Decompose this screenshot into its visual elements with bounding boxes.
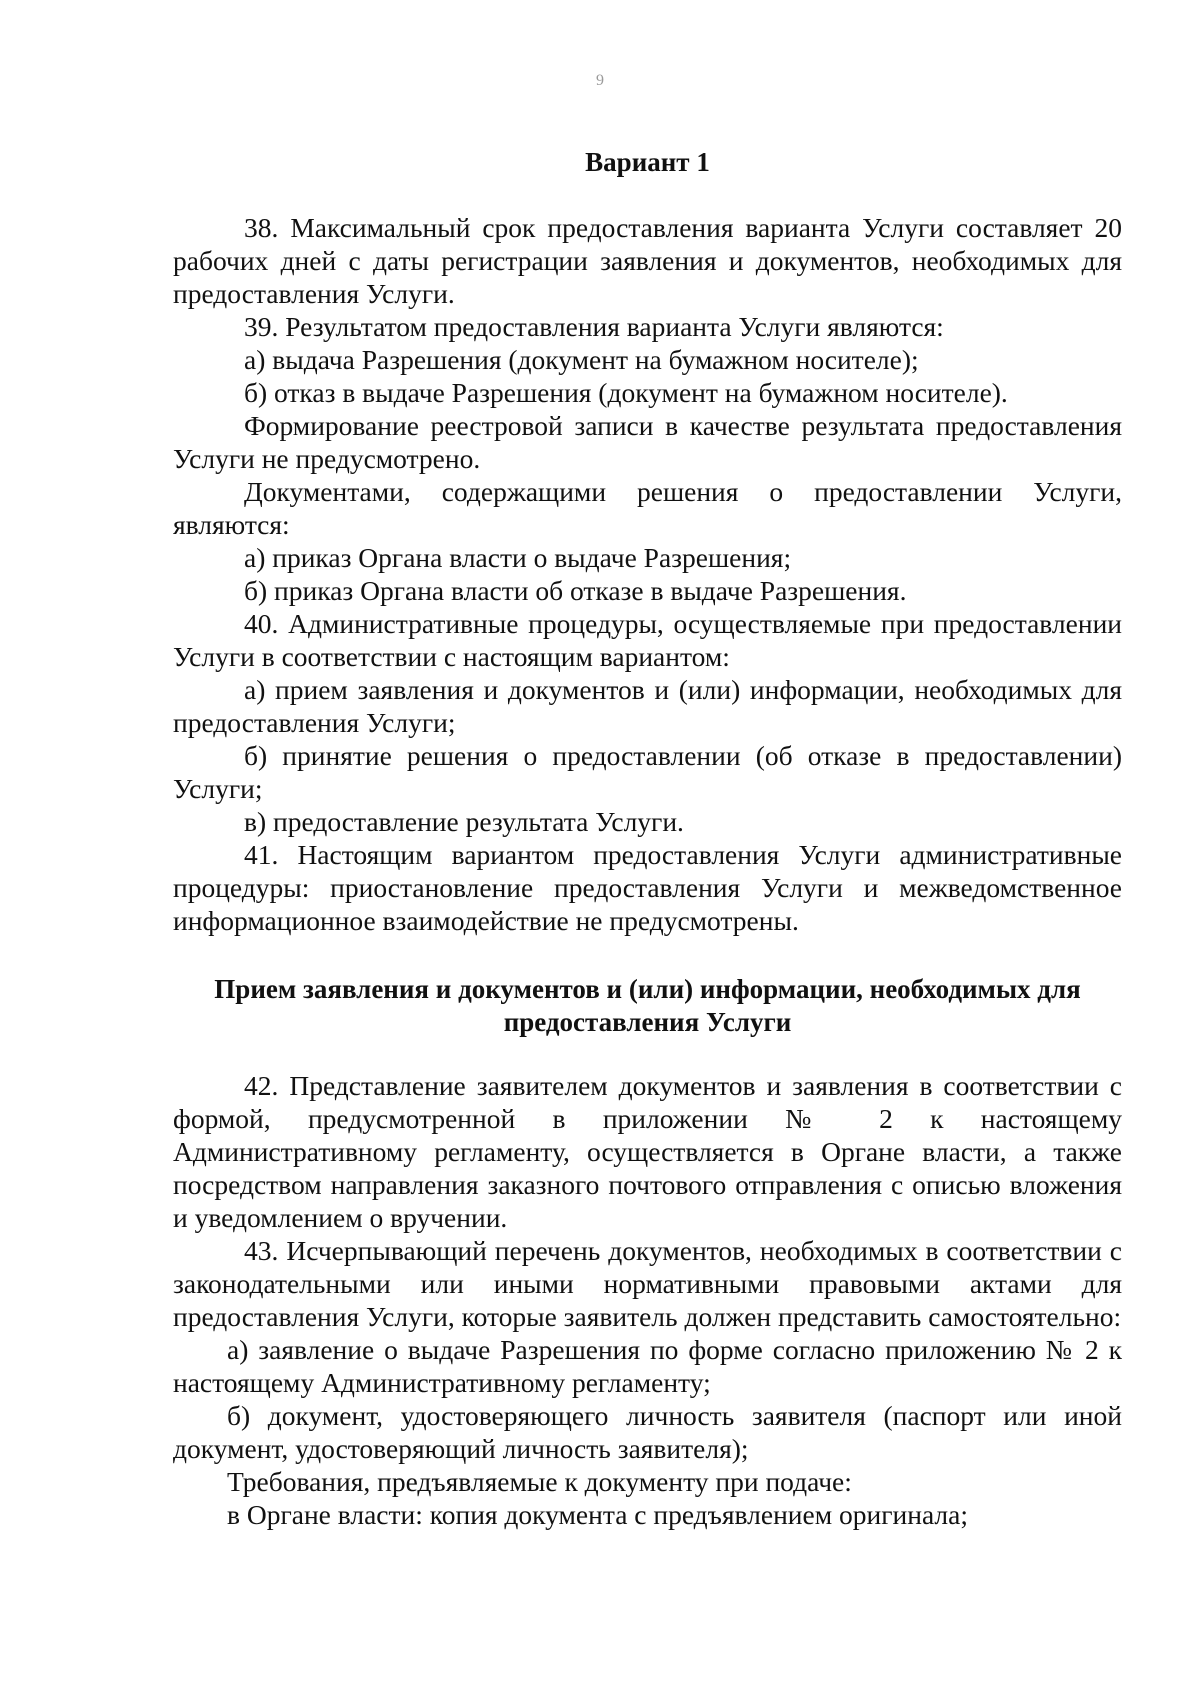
section-title-reception-line-2: предоставления Услуги bbox=[503, 1007, 792, 1037]
list-item-43a: а) заявление о выдаче Разрешения по форме согласно приложению № 2 к настоящему Административному регламенту; bbox=[173, 1334, 1122, 1398]
list-item-40a: а) прием заявления и документов и (или) информации, необходимых для предоставления Услуги; bbox=[173, 674, 1122, 738]
paragraph-authority-copy: в Органе власти: копия документа с предъявлением оригинала; bbox=[227, 1499, 968, 1530]
list-item-40c: в) предоставление результата Услуги. bbox=[244, 806, 684, 837]
paragraph-43: 43. Исчерпывающий перечень документов, необходимых в соответствии с законодательными или иными нормативными правовыми актами для предоставления Услуги, которые заявитель должен представить самостоятельно: bbox=[173, 1235, 1122, 1332]
list-item-43b: б) документ, удостоверяющего личность заявителя (паспорт или иной документ, удостоверяющий личность заявителя); bbox=[173, 1400, 1122, 1464]
paragraph-42: 42. Представление заявителем документов и заявления в соответствии с формой, предусмотренной в приложении № 2 к настоящему Административному регламенту, осуществляется в Органе власти, а также посредством направления заказного почтового отправления с описью вложения и уведомлением о вручении. bbox=[173, 1070, 1122, 1233]
paragraph-41: 41. Настоящим вариантом предоставления Услуги административные процедуры: приостановление предоставления Услуги и межведомственное информационное взаимодействие не предусмотрены. bbox=[173, 839, 1122, 936]
list-item-decision-b: б) приказ Органа власти об отказе в выдаче Разрешения. bbox=[244, 575, 907, 606]
paragraph-registry-record: Формирование реестровой записи в качестве результата предоставления Услуги не предусмотрено. bbox=[173, 410, 1122, 474]
list-item-39a: а) выдача Разрешения (документ на бумажном носителе); bbox=[244, 344, 919, 375]
list-item-decision-a: а) приказ Органа власти о выдаче Разрешения; bbox=[244, 542, 792, 573]
section-title-reception bbox=[173, 973, 1122, 1039]
paragraph-requirements: Требования, предъявляемые к документу при подаче: bbox=[227, 1466, 852, 1497]
section-title-variant-1: Вариант 1 bbox=[585, 147, 710, 177]
paragraph-decision-documents: Документами, содержащими решения о предоставлении Услуги, являются: bbox=[173, 476, 1122, 540]
page-number: 9 bbox=[596, 72, 604, 89]
paragraph-40: 40. Административные процедуры, осуществляемые при предоставлении Услуги в соответствии с настоящим вариантом: bbox=[173, 608, 1122, 672]
paragraph-38: 38. Максимальный срок предоставления варианта Услуги составляет 20 рабочих дней с даты регистрации заявления и документов, необходимых для предоставления Услуги. bbox=[173, 212, 1122, 309]
section-title-reception-line-1: Прием заявления и документов и (или) информации, необходимых для bbox=[214, 974, 1081, 1004]
paragraph-39: 39. Результатом предоставления варианта Услуги являются: bbox=[244, 311, 944, 342]
list-item-39b: б) отказ в выдаче Разрешения (документ на бумажном носителе). bbox=[244, 377, 1008, 408]
list-item-40b: б) принятие решения о предоставлении (об отказе в предоставлении) Услуги; bbox=[173, 740, 1122, 804]
document-body bbox=[173, 146, 1122, 1531]
